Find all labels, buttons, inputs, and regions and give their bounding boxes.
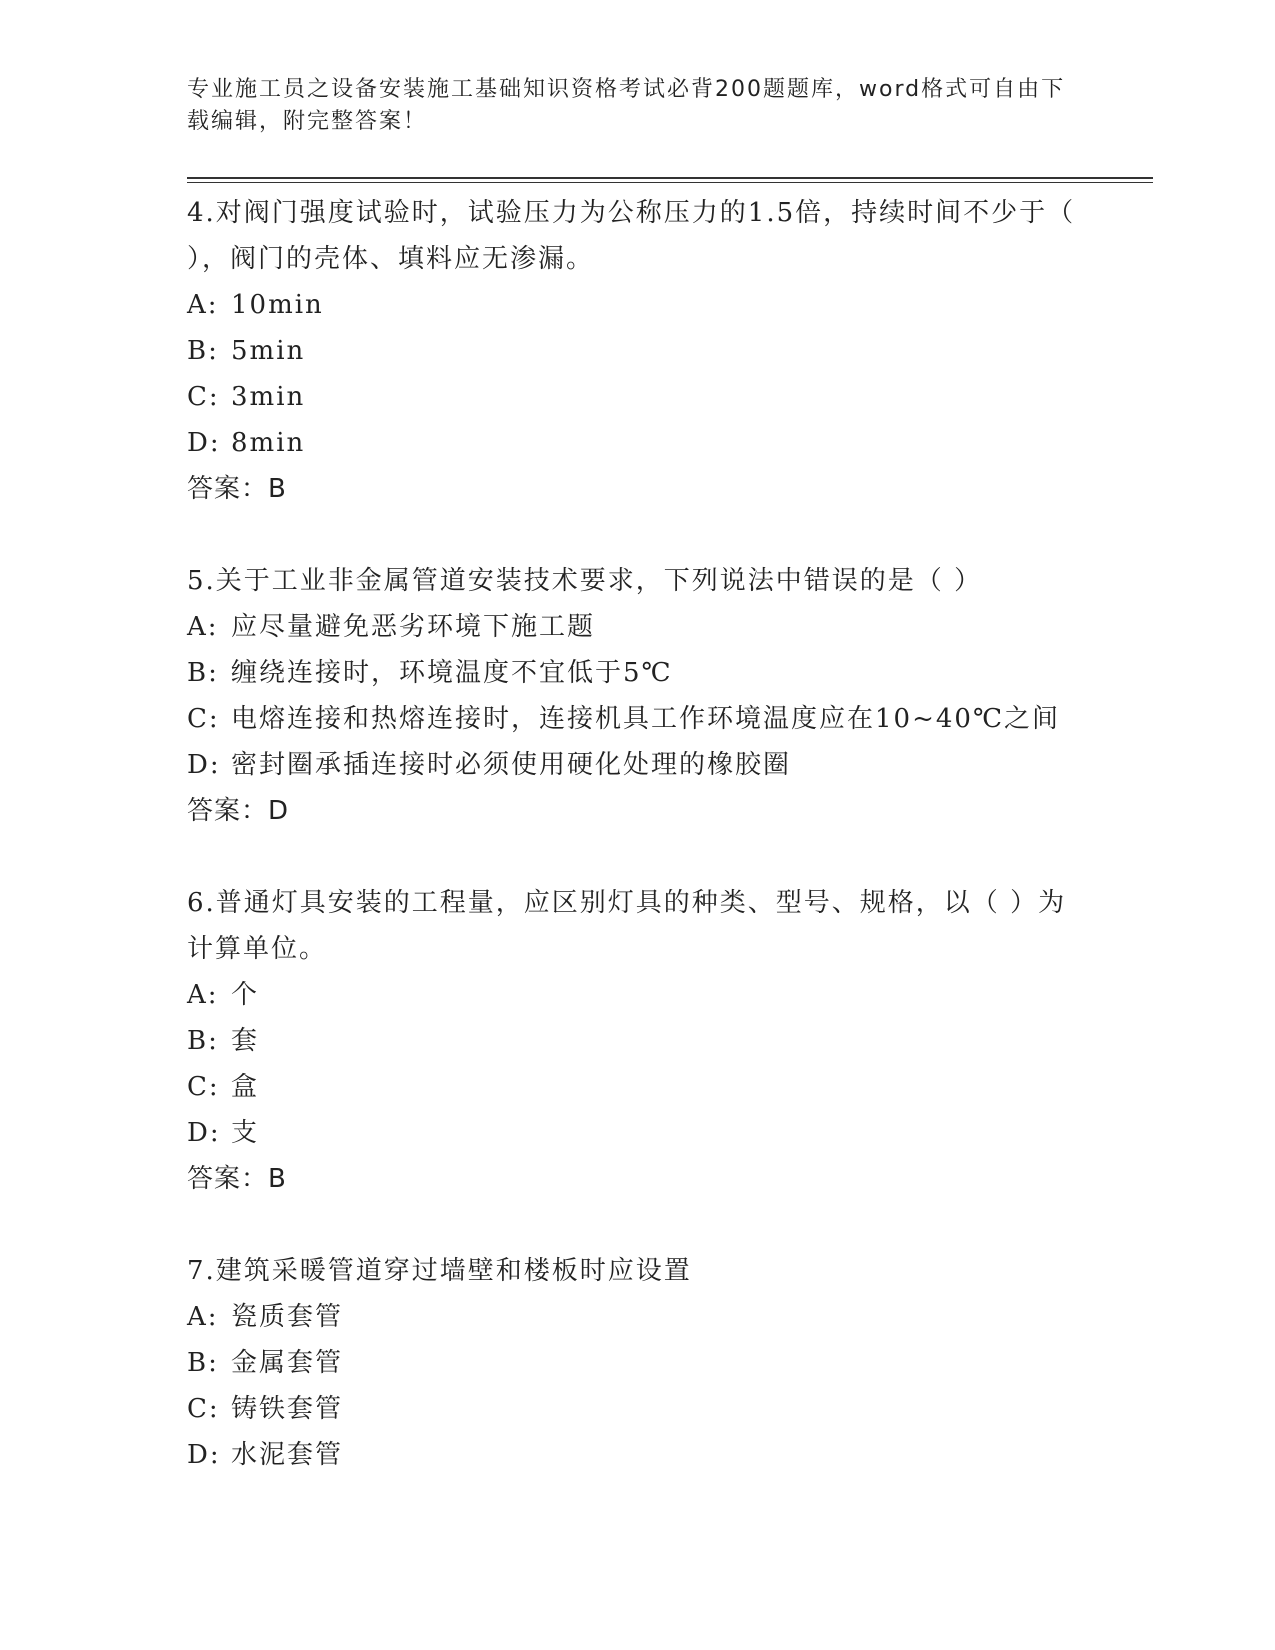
option-d xyxy=(187,1110,1087,1156)
question-stem: 5.关于工业非金属管道安装技术要求，下列说法中错误的是（ ） xyxy=(187,566,983,596)
option-text: 个 xyxy=(231,980,260,1010)
option-text: 缠绕连接时，环境温度不宜低于5℃ xyxy=(231,658,673,688)
option-text: 电熔连接和热熔连接时，连接机具工作环境温度应在10~40℃之间 xyxy=(231,704,1061,734)
option-key: D: xyxy=(187,750,221,780)
option-b xyxy=(187,328,1087,374)
option-text: 10min xyxy=(231,290,324,320)
option-text: 密封圈承插连接时必须使用硬化处理的橡胶圈 xyxy=(231,750,792,780)
option-a xyxy=(187,282,1087,328)
option-key: C: xyxy=(187,1394,220,1424)
option-key: D: xyxy=(187,428,221,458)
option-key: A: xyxy=(187,980,219,1010)
answer-line: 答案：D xyxy=(187,796,290,826)
option-b xyxy=(187,1018,1087,1064)
option-text: 水泥套管 xyxy=(231,1440,344,1470)
header-divider-thin xyxy=(187,182,1153,183)
question-stem: 7.建筑采暖管道穿过墙壁和楼板时应设置 xyxy=(187,1256,692,1286)
option-text: 5min xyxy=(231,336,306,366)
option-text: 盒 xyxy=(231,1072,260,1102)
question-7 xyxy=(187,1248,1087,1478)
option-text: 套 xyxy=(231,1026,260,1056)
question-stem: 6.普通灯具安装的工程量，应区别灯具的种类、型号、规格，以（ ）为计算单位。 xyxy=(187,888,1067,964)
option-d xyxy=(187,742,1087,788)
answer-line: 答案：B xyxy=(187,1164,287,1194)
option-text: 金属套管 xyxy=(231,1348,344,1378)
answer-line: 答案：B xyxy=(187,474,287,504)
option-b xyxy=(187,650,1087,696)
question-list xyxy=(187,190,1087,1524)
option-key: C: xyxy=(187,382,220,412)
option-key: C: xyxy=(187,1072,220,1102)
question-stem: 4.对阀门强度试验时，试验压力为公称压力的1.5倍，持续时间不少于（ ），阀门的壳体、填料应无渗漏。 xyxy=(187,198,1076,274)
option-a xyxy=(187,1294,1087,1340)
option-a xyxy=(187,604,1087,650)
option-c xyxy=(187,374,1087,420)
option-key: B: xyxy=(187,658,219,688)
option-c xyxy=(187,1064,1087,1110)
option-c xyxy=(187,1386,1087,1432)
document-header: 专业施工员之设备安装施工基础知识资格考试必背200题题库，word格式可自由下载编辑，附完整答案！ xyxy=(187,77,1066,134)
option-key: A: xyxy=(187,612,219,642)
option-b xyxy=(187,1340,1087,1386)
option-key: B: xyxy=(187,1026,219,1056)
option-d xyxy=(187,1432,1087,1478)
option-key: B: xyxy=(187,1348,219,1378)
option-text: 瓷质套管 xyxy=(231,1302,344,1332)
question-4 xyxy=(187,190,1087,512)
option-text: 应尽量避免恶劣环境下施工题 xyxy=(231,612,596,642)
option-key: A: xyxy=(187,1302,219,1332)
option-text: 支 xyxy=(231,1118,260,1148)
header-divider-thick xyxy=(187,177,1153,179)
option-d xyxy=(187,420,1087,466)
option-key: D: xyxy=(187,1440,221,1470)
option-a xyxy=(187,972,1087,1018)
question-6 xyxy=(187,880,1087,1202)
question-5 xyxy=(187,558,1087,834)
option-key: C: xyxy=(187,704,220,734)
option-key: D: xyxy=(187,1118,221,1148)
option-key: A: xyxy=(187,290,219,320)
option-text: 铸铁套管 xyxy=(231,1394,344,1424)
option-c xyxy=(187,696,1087,742)
option-text: 3min xyxy=(231,382,306,412)
option-text: 8min xyxy=(231,428,306,458)
option-key: B: xyxy=(187,336,219,366)
